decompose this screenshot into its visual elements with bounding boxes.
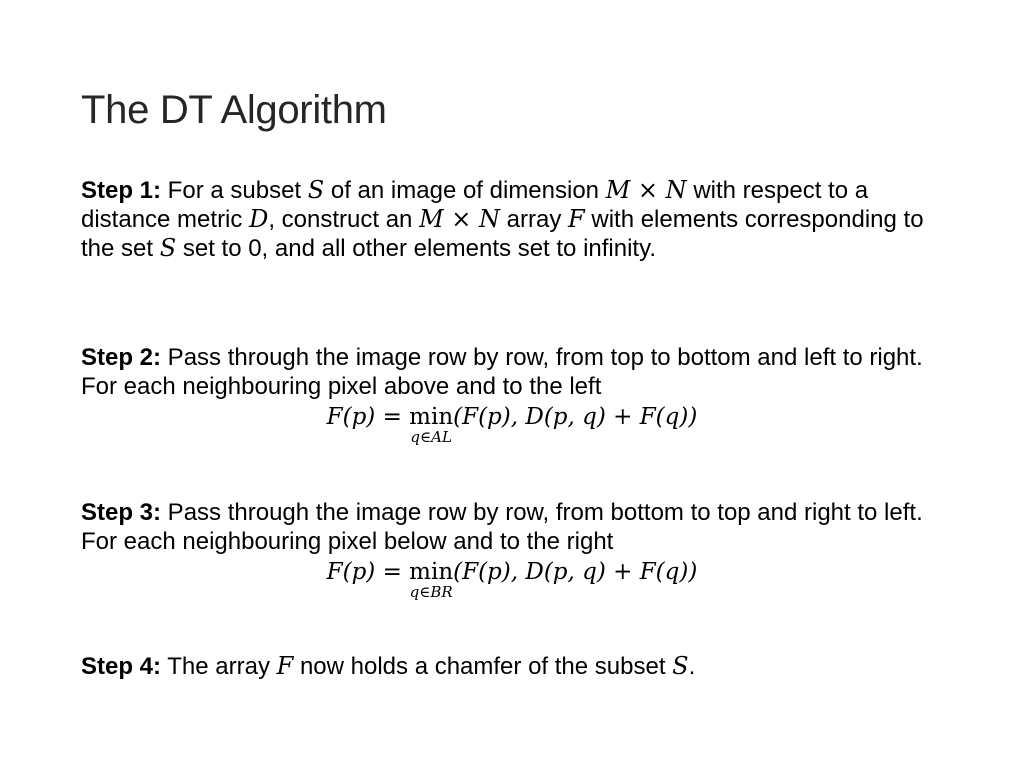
step-2 <box>81 343 961 401</box>
step-1-label: Step 1: <box>81 177 162 204</box>
math-M: M <box>419 205 444 233</box>
math-S: S <box>672 652 689 680</box>
formula-lhs: F(p) = <box>326 559 410 585</box>
step-1-text: with respect to a distance metric <box>81 177 869 233</box>
math-S: S <box>159 234 177 262</box>
step-4 <box>81 652 961 681</box>
math-F: F <box>568 205 585 233</box>
step-4-text: . <box>688 653 696 680</box>
step-2-formula <box>0 404 1024 446</box>
formula-min <box>409 404 454 446</box>
formula-min-op: min <box>409 559 454 585</box>
formula-min-op: min <box>409 404 454 430</box>
math-M: M <box>605 176 631 204</box>
step-1-text: set to 0, and all other elements set to infinity. <box>176 235 656 262</box>
math-F: F <box>276 652 294 680</box>
step-1-text: For a subset <box>161 177 308 204</box>
formula-subscript: q∈BR <box>409 583 453 601</box>
step-1-text: , construct an <box>268 206 420 233</box>
step-1-text: array <box>500 206 569 233</box>
step-1 <box>81 176 961 263</box>
step-3 <box>81 498 961 556</box>
step-1-text: of an image of dimension <box>324 177 606 204</box>
formula-lhs: F(p) = <box>326 404 410 430</box>
step-1-text: with elements corresponding to the set <box>81 206 924 262</box>
formula-rhs: (F(p), D(p, q) + F(q)) <box>453 559 698 585</box>
math-N: N <box>665 176 687 204</box>
math-times: × <box>443 205 480 233</box>
step-4-text: The array <box>161 653 277 680</box>
math-S: S <box>307 176 325 204</box>
step-4-label: Step 4: <box>81 653 162 680</box>
formula-min <box>409 559 454 601</box>
formula-subscript: q∈AL <box>410 428 452 446</box>
step-3-label: Step 3: <box>81 499 162 526</box>
slide-title: The DT Algorithm <box>81 88 387 132</box>
math-times: × <box>630 176 666 204</box>
step-3-text: Pass through the image row by row, from bottom to top and right to left. For each neighbouring pixel below and to the right <box>81 499 923 555</box>
step-4-text: now holds a chamfer of the subset <box>293 653 673 680</box>
step-2-text: Pass through the image row by row, from top to bottom and left to right. For each neighbouring pixel above and to the left <box>81 344 923 400</box>
step-2-label: Step 2: <box>81 344 162 371</box>
step-3-formula <box>0 559 1024 601</box>
math-N: N <box>479 205 501 233</box>
formula-rhs: (F(p), D(p, q) + F(q)) <box>453 404 698 430</box>
math-D: D <box>249 205 269 233</box>
